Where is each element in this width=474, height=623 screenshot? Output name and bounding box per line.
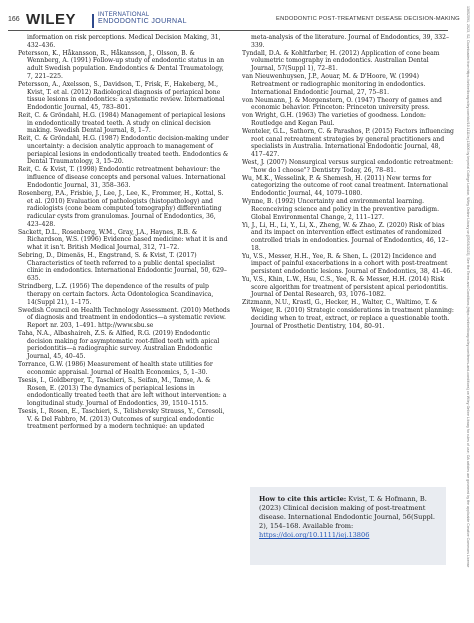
reference-entry: Strindberg, L.Z. (1956) The dependence of the results of pulp therapy on certain factors. Acta Odontologica Scandinavica, 14(Suppl 21), 1–175.: [18, 283, 214, 306]
reference-entry: Yi, J., Li, H., Li, Y., Li, X., Zheng, W. & Zhao, Z. (2020) Risk of bias and its impact on intervention effect estimates of randomized controlled trials in endodontics. Journal of Endodontics, 46, 12–18.: [242, 221, 449, 252]
reference-entry: van Nieuwenhuysen, J.P., Aouar, M. & D'Hoore, W. (1994) Retreatment or radiographic monitoring in endodontics. International Endodontic Journal, 27, 75–81.: [242, 73, 426, 96]
cite-label: How to cite this article:: [259, 495, 347, 503]
cite-text: Kvist, T. & Hofmann, B. (2023) Clinical decision making of post-treatment disease. International Endodontic Journal, 56(Suppl. 2), 154–168. Available from:: [259, 495, 435, 530]
reference-entry: Reit, C. & Kvist, T. (1998) Endodontic retreatment behaviour: the influence of disease concepts and personal values. International Endodontic Journal, 31, 358–363.: [18, 166, 226, 189]
reference-entry: Torrance, G.W. (1986) Measurement of health state utilities for economic appraisal. Journal of Health Economics, 5, 1–30.: [18, 361, 213, 376]
references-left-column: [18, 34, 230, 431]
logo-divider: [92, 14, 94, 28]
reference-entry: West, J. (2007) Nonsurgical versus surgical endodontic retreatment: "how do I choose"? Dentistry Today, 26, 78–81.: [242, 159, 454, 174]
header-rule: [8, 30, 448, 31]
reference-entry: Tyndall, D.A. & Kohltfarber, H. (2012) Application of cone beam volumetric tomography in endodontics. Australian Dental Journal, 57(Suppl 1), 72–81.: [242, 49, 440, 73]
page-number: 166: [8, 16, 20, 23]
journal-logo-line1: INTERNATIONAL: [98, 12, 150, 18]
reference-entry: Sackett, D.L., Rosenberg, W.M., Gray, J.A., Haynes, R.B. & Richardson, W.S. (1996) Evidence based medicine: what it is and what it isn't. British Medical Journal, 312, 71–72.: [18, 228, 228, 252]
reference-entry: von Wright, G.H. (1963) The varieties of goodness. London: Routledge and Kegan Paul.: [242, 112, 426, 127]
reference-entry: Wenteler, G.L., Sathorn, C. & Parashos, P. (2015) Factors influencing root canal retreatment strategies by general practitioners and specialists in Australia. International Endodontic Journal, 48, 417–427.: [242, 127, 454, 159]
reference-entry: Rosenberg, P.A., Frisbie, J., Lee, J., Lee, K., Frommer, H., Kottal, S. et al. (2010) Evaluation of pathologists (histopathology) and radiologists (cone beam computed tomography) differentiating radicular cysts from granulomas. Journal of Endodontics, 36, 423–428.: [18, 189, 224, 228]
reference-entry: Yu, V.S., Messer, H.H., Yee, R. & Shen, L. (2012) Incidence and impact of painful exacerbations in a cohort with post-treatment persistent endodontic lesions. Journal of Endodontics, 38, 41–46.: [242, 252, 453, 276]
reference-entry: Wynne, B. (1992) Uncertainty and environmental learning. Reconceiving science and policy in the preventive paradigm. Global Environmental Change, 2, 111–127.: [242, 198, 440, 221]
reference-entry: information on risk perceptions. Medical Decision Making, 31, 432–436.: [27, 34, 221, 49]
running-title: ENDODONTIC POST-TREATMENT DISEASE DECISION-MAKING: [276, 16, 460, 22]
reference-entry: Zitzmann, N.U., Krastl, G., Hecker, H., Walter, C., Waltimo, T. & Weiger, R. (2010) Strategic considerations in treatment planning: deciding when to treat, extract, or replace a questionable tooth. Journal of Prosthetic Dentistry, 104, 80–91.: [242, 299, 454, 330]
reference-entry: Wu, M.K., Wesselink, P. & Shemesh, H. (2011) New terms for categorizing the outcome of root canal treatment. International Endodontic Journal, 44, 1079–1080.: [242, 174, 448, 198]
reference-entry: Petersson, K., Håkansson, R., Håkansson, J., Olsson, B. & Wennberg, A. (1991) Follow-up study of endodontic status in an adult Swedish population. Endodontics & Dental Traumatology, 7, 221–225.: [18, 49, 225, 80]
reference-entry: Sebring, D., Dimenäs, H., Engstrand, S. & Kvist, T. (2017) Characteristics of teeth referred to a public dental specialist clinic in endodontics. International Endodontic Journal, 50, 629–635.: [18, 252, 227, 283]
doi-link[interactable]: https://doi.org/10.1111/iej.13806: [259, 531, 370, 539]
reference-entry: Petersson, A., Axelsson, S., Davidson, T., Frisk, F., Hakeberg, M., Kvist, T. et al. (2012) Radiological diagnosis of periapical bone tissue lesions in endodontics: a systematic review. International Endodontic Journal, 45, 783–801.: [18, 80, 225, 111]
reference-entry: von Neumann, J. & Morgenstern, O. (1947) Theory of games and economic behavior. Princeton: Princeton university press.: [242, 96, 442, 112]
journal-logo[interactable]: [98, 12, 187, 25]
reference-entry: Tsesis, I., Goldberger, T., Taschieri, S., Seifan, M., Tamse, A. & Rosen, E. (2013) The dynamics of periapical lesions in endodontically treated teeth that are left without intervention: a longitudinal study. Journal of Endodontics, 39, 1510–1515.: [18, 376, 227, 407]
wiley-logo[interactable]: WILEY: [26, 11, 76, 28]
reference-entry: Taha, N.A., Albashaireh, Z.S. & Alfied, R.G. (2019) Endodontic decision making for asymptomatic root-filled teeth with apical periodontitis—a radiographic survey. Australian Endodontic Journal, 45, 40–45.: [18, 329, 220, 361]
download-notice: 13652591, 2023, S2, Downloaded from https://onlinelibrary.wiley.com/doi/10.1111/iej.13806 by Imperial College London, Wiley Online Library on [05/03/2023]. See the Terms and Conditions (https://onlinelibrary.wiley.com/terms-and-conditions) on Wiley Online Library for rules of use; OA articles are governed by the applicable Creative Commons License: [466, 6, 470, 568]
reference-entry: Tsesis, I., Rosen, E., Taschieri, S., Telishevsky Strauss, Y., Ceresoli, V. & Del Fabbro, M. (2013) Outcomes of surgical endodontic treatment performed by a modern technique: an updated: [18, 407, 225, 431]
download-sidebar: [464, 0, 472, 623]
reference-entry: Swedish Council on Health Technology Assessment. (2010) Methods of diagnosis and treatment in endodontics—a systematic review. Report nr. 203, 1–491. http://www.sbu.se: [18, 306, 230, 329]
journal-logo-line2: ENDODONTIC JOURNAL: [98, 18, 187, 25]
how-to-cite-box: [250, 487, 446, 565]
reference-entry: meta-analysis of the literature. Journal of Endodontics, 39, 332–339.: [251, 34, 450, 49]
reference-entry: Yu, V.S., Khin, L.W., Hsu, C.S., Yee, R. & Messer, H.H. (2014) Risk score algorithm for treatment of persistent apical periodontitis. Journal of Dental Research, 93, 1076–1082.: [242, 276, 448, 299]
reference-entry: Reit, C. & Gröndahl, H.G. (1987) Endodontic decision-making under uncertainty: a decision analytic approach to management of periapical lesions in endodontically treated teeth. Endodontics & Dental Traumatology, 3, 15–20.: [18, 135, 229, 166]
reference-entry: Reit, C. & Gröndahl, H.G. (1984) Management of periapical lesions in endodontically treated teeth. A study on clinical decision making. Swedish Dental Journal, 8, 1–7.: [18, 111, 226, 135]
references-right-column: [242, 34, 454, 331]
